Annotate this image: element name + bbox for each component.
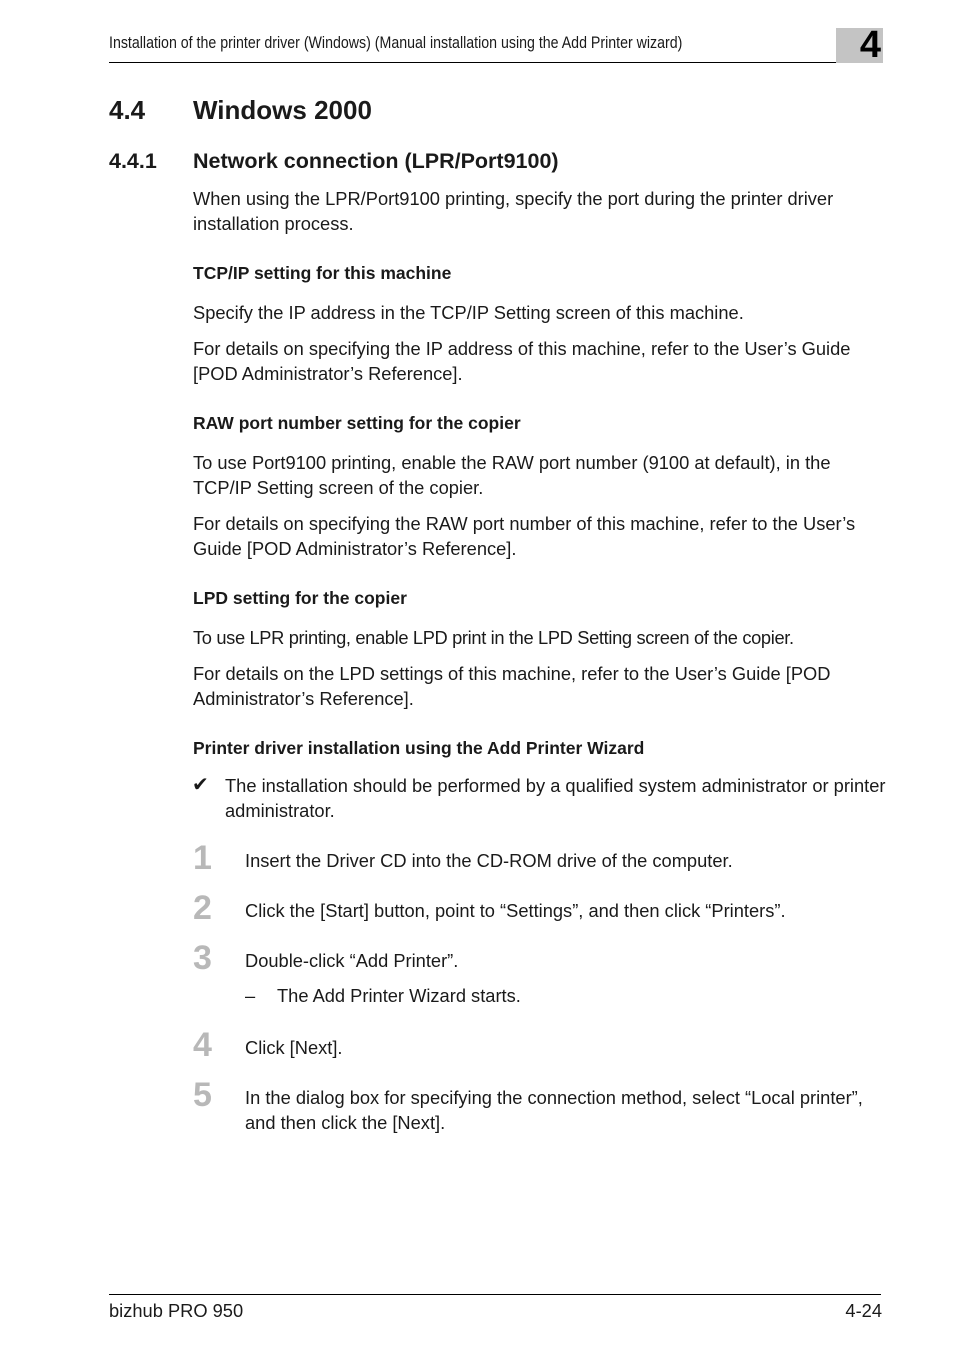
prerequisite-note: The installation should be performed by a qualified system administrator or printer administrator.: [225, 775, 886, 821]
running-header: Installation of the printer driver (Windows) (Manual installation using the Add Printer wizard): [109, 34, 683, 52]
step-text: Double-click “Add Printer”.: [245, 950, 459, 971]
raw-paragraph-1: To use Port9100 printing, enable the RAW port number (9100 at default), in the TCP/IP Setting screen of the copier.: [193, 452, 831, 498]
step-number: 3: [193, 939, 212, 977]
raw-paragraph-2: For details on specifying the RAW port number of this machine, refer to the User’s Guide [POD Administrator’s Reference].: [193, 513, 856, 559]
step-text: In the dialog box for specifying the connection method, select “Local printer”, and then click the [Next].: [245, 1087, 863, 1133]
tcpip-heading: TCP/IP setting for this machine: [193, 263, 452, 283]
footer-rule: [109, 1294, 881, 1295]
lpd-paragraph-2: For details on the LPD settings of this machine, refer to the User’s Guide [POD Administrator’s Reference].: [193, 663, 831, 709]
tcpip-paragraph-2: For details on specifying the IP address of this machine, refer to the User’s Guide [POD Administrator’s Reference].: [193, 338, 851, 384]
subsection-number: 4.4.1: [109, 149, 157, 173]
section-title: Windows 2000: [193, 95, 372, 125]
section-heading: [109, 95, 372, 126]
wizard-heading: Printer driver installation using the Add Printer Wizard: [193, 738, 645, 758]
raw-heading: RAW port number setting for the copier: [193, 413, 521, 433]
chapter-tab: [836, 24, 883, 66]
result-dash: –: [245, 985, 256, 1006]
step-number: 4: [193, 1026, 212, 1064]
step-number: 1: [193, 839, 212, 877]
lpd-paragraph-1: To use LPR printing, enable LPD print in the LPD Setting screen of the copier.: [193, 627, 794, 648]
footer-page-number: 4-24: [845, 1300, 882, 1321]
subsection-heading: [109, 149, 559, 174]
step-number: 5: [193, 1076, 212, 1114]
intro-paragraph: When using the LPR/Port9100 printing, specify the port during the printer driver installation process.: [193, 188, 834, 234]
step-result-text: The Add Printer Wizard starts.: [277, 985, 521, 1006]
lpd-heading: LPD setting for the copier: [193, 588, 407, 608]
chapter-number: 4: [859, 24, 881, 66]
footer-product-name: bizhub PRO 950: [109, 1300, 244, 1321]
step-text: Click [Next].: [245, 1037, 343, 1058]
tcpip-paragraph-1: Specify the IP address in the TCP/IP Setting screen of this machine.: [193, 302, 744, 323]
header-rule: [109, 62, 881, 63]
check-icon: ✔: [192, 774, 209, 796]
step-number: 2: [193, 889, 212, 927]
step-text: Insert the Driver CD into the CD-ROM drive of the computer.: [245, 850, 733, 871]
section-number: 4.4: [109, 95, 146, 125]
subsection-title: Network connection (LPR/Port9100): [193, 149, 559, 173]
step-text: Click the [Start] button, point to “Settings”, and then click “Printers”.: [245, 900, 786, 921]
